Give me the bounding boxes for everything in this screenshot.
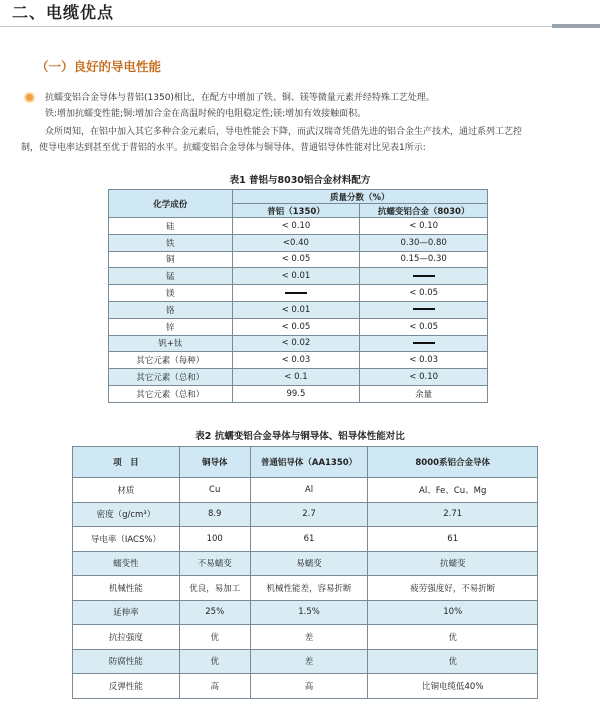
table-cell: 61 [250,527,368,552]
dash-mark [285,292,307,294]
table-cell: 铁 [109,234,233,251]
table-row [109,268,488,285]
table-row [73,625,538,650]
table-cell: < 0.1 [232,369,360,386]
table-cell: 锌 [109,318,233,335]
table-row [109,318,488,335]
table-cell: 优 [368,649,538,674]
table-cell: 其它元素（总和） [109,385,233,402]
table-cell: 密度（g/cm³） [73,502,180,527]
table-cell [360,335,488,352]
table-cell: 材质 [73,478,180,503]
table-row [109,369,488,386]
title-rule-accent [552,24,600,28]
table-cell [232,285,360,302]
table-cell: 2.7 [250,502,368,527]
table-cell: 2.71 [368,502,538,527]
header-item: 项 目 [73,447,180,478]
table-cell: 优 [368,625,538,650]
composition-table [108,189,488,403]
header-8000-alloy: 8000系铝合金导体 [368,447,538,478]
table-row [73,600,538,625]
table-row [73,551,538,576]
table-row [73,576,538,601]
table-cell: 疲劳强度好，不易折断 [368,576,538,601]
header-component: 化学成份 [109,190,233,218]
table-cell [360,301,488,318]
header-aa1350: 普通铝导体（AA1350） [250,447,368,478]
bullet-icon [24,92,35,103]
table-cell: 优良，易加工 [179,576,250,601]
table-cell: 优 [179,649,250,674]
table-cell: Al、Fe、Cu、Mg [368,478,538,503]
table-row [109,285,488,302]
table-cell: <0.40 [232,234,360,251]
table-cell: 优 [179,625,250,650]
table-cell: 机械性能差，容易折断 [250,576,368,601]
table-cell: 钒+钛 [109,335,233,352]
table-cell: Al [250,478,368,503]
table-cell: 反弹性能 [73,674,180,699]
table-cell: 镁 [109,285,233,302]
table-cell: 1.5% [250,600,368,625]
table-row [73,649,538,674]
dash-mark [413,275,435,277]
table-cell: 导电率（IACS%） [73,527,180,552]
table-cell: < 0.02 [232,335,360,352]
table-cell: < 0.03 [232,352,360,369]
header-alloy-8030: 抗蠕变铝合金（8030） [360,204,488,218]
table-cell: 差 [250,625,368,650]
table-cell: 10% [368,600,538,625]
table-cell: 高 [179,674,250,699]
table-cell: 抗拉强度 [73,625,180,650]
dash-mark [413,308,435,310]
table-cell: 其它元素（总和） [109,369,233,386]
table-cell [360,268,488,285]
table-row [73,502,538,527]
paragraph-4: 制，使导电率达到甚至优于普铝的水平。抗蠕变铝合金导体与铜导体、普通铝导体性能对比见表1所示: [21,143,426,153]
table-cell: 易蠕变 [250,551,368,576]
table-cell: 100 [179,527,250,552]
table-cell: Cu [179,478,250,503]
header-mass-fraction: 质量分数（%） [232,190,487,204]
table1-caption: 表1 普铝与8030铝合金材料配方 [229,175,371,186]
performance-table [72,446,538,699]
table-cell: < 0.05 [360,285,488,302]
table-cell: 余量 [360,385,488,402]
table-cell: < 0.10 [360,218,488,235]
table-cell: 铬 [109,301,233,318]
table-cell: 8.9 [179,502,250,527]
table-cell: < 0.01 [232,268,360,285]
table-row [109,385,488,402]
table-row [109,234,488,251]
table-cell: 0.30—0.80 [360,234,488,251]
table-cell: < 0.10 [232,218,360,235]
table-row [73,527,538,552]
table-row [109,335,488,352]
table-cell: 差 [250,649,368,674]
table-cell: < 0.05 [360,318,488,335]
table-cell: 高 [250,674,368,699]
table-row [109,218,488,235]
table-cell: 锰 [109,268,233,285]
table-row [109,301,488,318]
header-copper: 铜导体 [179,447,250,478]
table2-caption: 表2 抗蠕变铝合金导体与铜导体、铝导体性能对比 [195,431,405,442]
table-cell: 硅 [109,218,233,235]
table-cell: < 0.01 [232,301,360,318]
dash-mark [413,342,435,344]
table-cell: 25% [179,600,250,625]
table-cell: 蠕变性 [73,551,180,576]
table-row [109,251,488,268]
table-cell: 机械性能 [73,576,180,601]
table-row [73,478,538,503]
table-cell: 61 [368,527,538,552]
table-cell: 0.15—0.30 [360,251,488,268]
table-cell: 比铜电缆低40% [368,674,538,699]
table-cell: 防腐性能 [73,649,180,674]
table-cell: < 0.05 [232,251,360,268]
table-cell: 99.5 [232,385,360,402]
paragraph-3: 众所周知，在铝中加入其它多种合金元素后，导电性能会下降，而武汉瑞奇凭借先进的铝合金生产技术，通过系列工艺控 [45,127,523,137]
table-cell: 延伸率 [73,600,180,625]
header-pure-aluminum: 普铝（1350） [232,204,360,218]
paragraph-2: 铁:增加抗蠕变性能;铜:增加合金在高温时候的电阻稳定性;镁:增加有效接触面积。 [45,109,367,119]
paragraph-1: 抗蠕变铝合金导体与普铝(1350)相比，在配方中增加了铁、铜、镁等微量元素并经特殊工艺处理。 [45,93,435,103]
table-cell: < 0.03 [360,352,488,369]
table-cell: 不易蠕变 [179,551,250,576]
table-row [73,674,538,699]
table-cell: < 0.10 [360,369,488,386]
table-cell: < 0.05 [232,318,360,335]
title-rule [0,26,552,27]
sub-title: （一）良好的导电性能 [36,59,162,74]
section-title: 二、电缆优点 [12,3,115,22]
table-cell: 铜 [109,251,233,268]
table-cell: 抗蠕变 [368,551,538,576]
table-row [109,352,488,369]
table-cell: 其它元素（每种） [109,352,233,369]
